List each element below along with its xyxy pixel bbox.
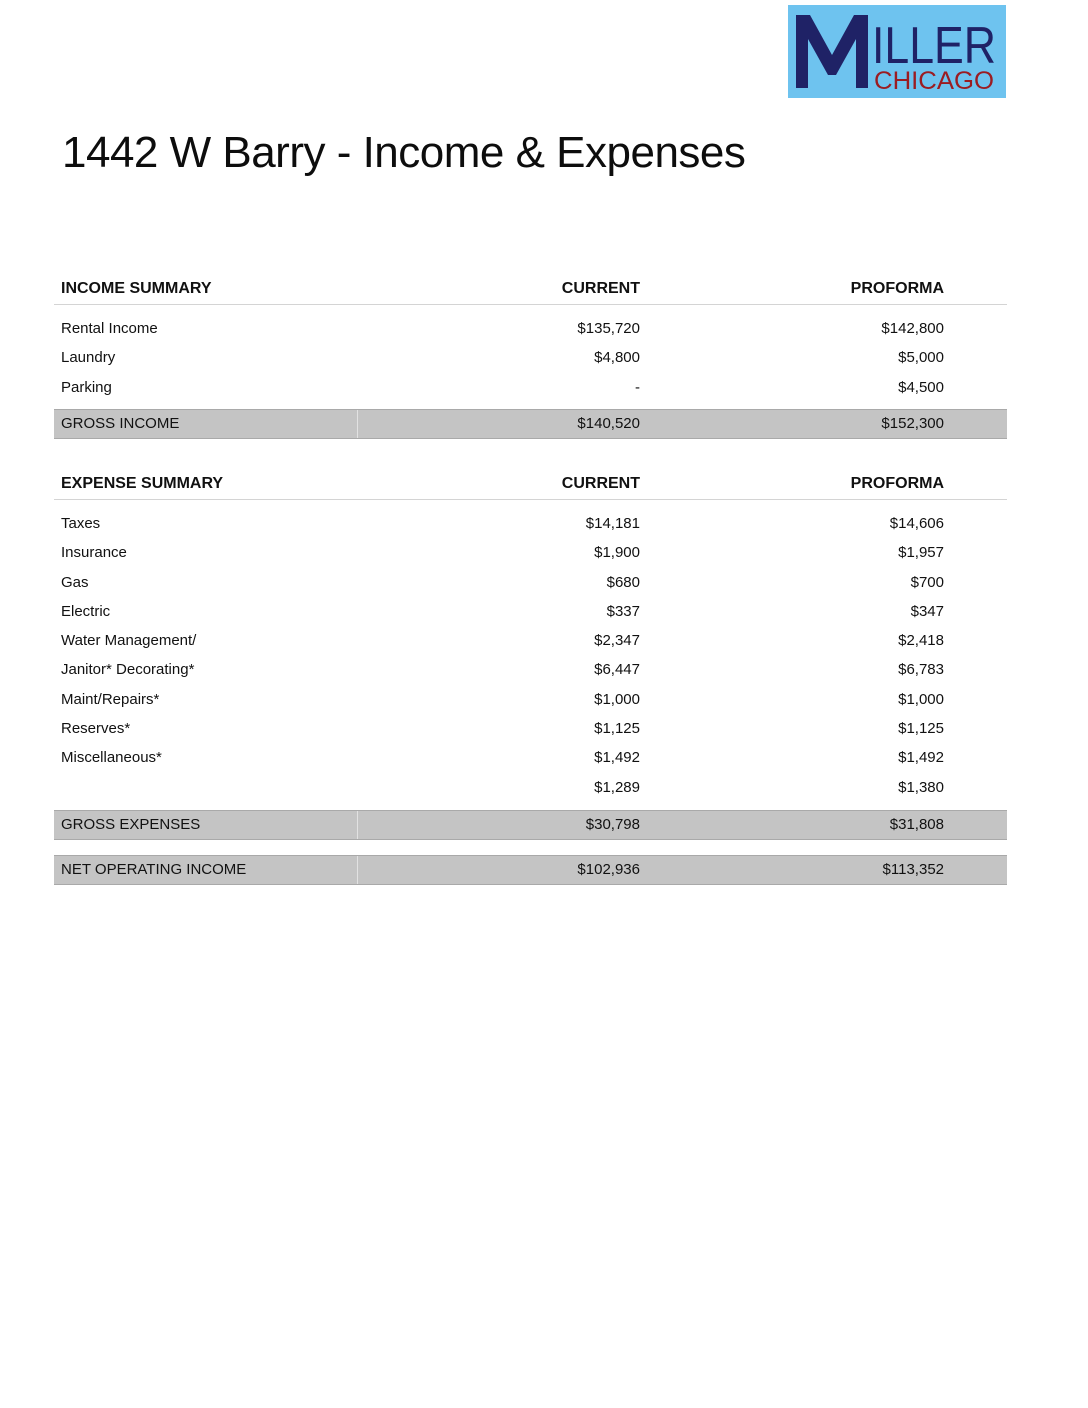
row-proforma: $4,500 — [898, 378, 944, 396]
expense-summary-section — [54, 471, 1007, 803]
row-proforma: $5,000 — [898, 349, 944, 367]
row-label: Water Management/ — [61, 632, 197, 650]
row-label: Reserves* — [61, 720, 131, 738]
total-label: NET OPERATING INCOME — [61, 861, 247, 878]
total-current: $30,798 — [585, 816, 640, 833]
row-label: Laundry — [61, 349, 116, 367]
row-proforma: $347 — [910, 602, 944, 620]
row-label: Taxes — [61, 515, 101, 532]
miller-chicago-logo — [788, 5, 1006, 98]
column-divider — [357, 811, 358, 839]
table-row — [54, 627, 1007, 656]
row-current: $1,492 — [594, 749, 640, 767]
row-current: $337 — [606, 602, 640, 620]
page-title: 1442 W Barry - Income & Expenses — [62, 128, 746, 177]
table-row — [54, 510, 1007, 539]
table-row — [54, 744, 1007, 773]
row-current: $14,181 — [585, 515, 640, 532]
total-label: GROSS EXPENSES — [61, 816, 201, 833]
table-row — [54, 539, 1007, 568]
gross-income-row — [54, 409, 1007, 439]
total-proforma: $113,352 — [882, 861, 944, 878]
row-proforma: $6,783 — [898, 661, 944, 679]
row-current: - — [635, 378, 640, 396]
row-current: $1,289 — [594, 778, 640, 796]
total-proforma: $31,808 — [889, 816, 944, 833]
table-row — [54, 569, 1007, 598]
table-row — [54, 774, 1007, 803]
row-current: $135,720 — [577, 320, 640, 337]
row-proforma: $700 — [910, 573, 944, 591]
row-label: Miscellaneous* — [61, 749, 162, 767]
row-label: Parking — [61, 378, 112, 396]
table-row — [54, 686, 1007, 715]
expense-summary-heading: EXPENSE SUMMARY — [61, 475, 224, 492]
proforma-column-heading: PROFORMA — [850, 475, 944, 492]
row-current: $1,125 — [594, 720, 640, 738]
row-label: Insurance — [61, 544, 127, 562]
total-label: GROSS INCOME — [61, 415, 180, 432]
total-current: $140,520 — [577, 415, 640, 432]
svg-text:ILLER: ILLER — [872, 17, 996, 75]
row-label: Electric — [61, 602, 111, 620]
row-proforma: $1,492 — [898, 749, 944, 767]
row-label: Maint/Repairs* — [61, 690, 160, 708]
row-current: $1,900 — [594, 544, 640, 562]
total-proforma: $152,300 — [881, 415, 944, 432]
row-current: $4,800 — [594, 349, 640, 367]
proforma-column-heading: PROFORMA — [850, 280, 944, 297]
row-current: $680 — [606, 573, 640, 591]
table-row — [54, 598, 1007, 627]
table-row — [54, 315, 1007, 344]
svg-text:CHICAGO: CHICAGO — [874, 67, 994, 95]
row-proforma: $14,606 — [889, 515, 944, 532]
row-current: $2,347 — [594, 632, 640, 650]
row-proforma: $1,380 — [898, 778, 944, 796]
column-divider — [357, 856, 358, 884]
row-current: $1,000 — [594, 690, 640, 708]
row-label: Rental Income — [61, 320, 158, 337]
table-row — [54, 656, 1007, 685]
expense-header-row — [54, 471, 1007, 500]
row-label: Janitor* Decorating* — [61, 661, 195, 679]
row-proforma: $1,125 — [898, 720, 944, 738]
row-current: $6,447 — [594, 661, 640, 679]
row-proforma: $142,800 — [881, 320, 944, 337]
gross-expenses-row — [54, 810, 1007, 840]
income-header-row — [54, 276, 1007, 305]
current-column-heading: CURRENT — [561, 280, 640, 297]
column-divider — [357, 410, 358, 438]
income-summary-heading: INCOME SUMMARY — [61, 280, 212, 297]
net-operating-income-row — [54, 855, 1007, 885]
income-summary-section — [54, 276, 1007, 403]
row-proforma: $1,957 — [898, 544, 944, 562]
logo-mark — [788, 5, 1006, 98]
table-row — [54, 715, 1007, 744]
table-row — [54, 374, 1007, 403]
row-proforma: $1,000 — [898, 690, 944, 708]
total-current: $102,936 — [577, 861, 640, 878]
row-label: Gas — [61, 573, 89, 591]
table-row — [54, 344, 1007, 373]
row-proforma: $2,418 — [898, 632, 944, 650]
current-column-heading: CURRENT — [561, 475, 640, 492]
